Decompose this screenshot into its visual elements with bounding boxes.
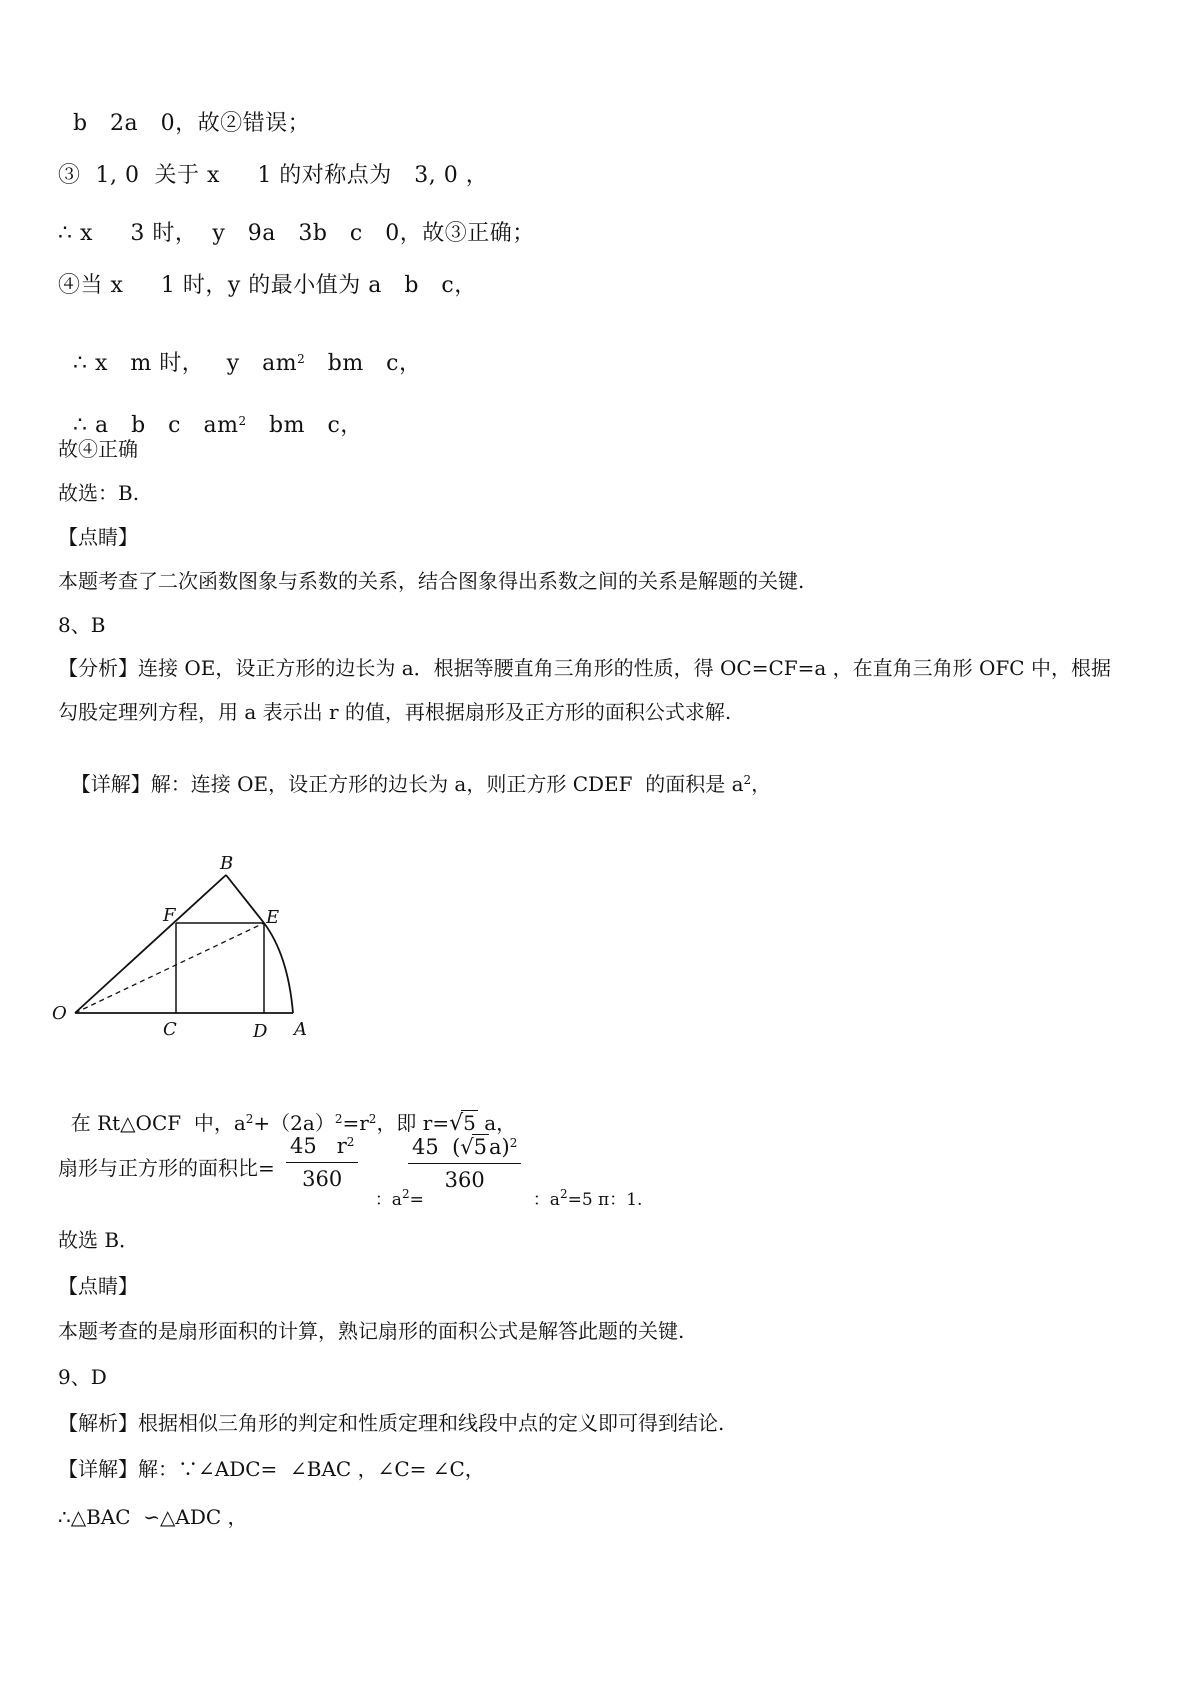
area-ratio-label: 扇形与正方形的面积比= [58,1156,275,1180]
fraction-sector-area-substituted [408,1134,521,1192]
detail-q8: 【详解】解：连接 OE，设正方形的边长为 a，则正方形 CDEF 的面积是 $a^2$， [70,772,772,796]
geometry-diagram [50,845,320,1045]
heading-dianjing: 【点睛】 [58,525,138,549]
rt-part-b: +（2a） [253,1111,335,1135]
arc-ea [264,923,293,1013]
superscript-two: 2 [346,1135,355,1149]
rt-part-f: a， [477,1111,517,1135]
similar-triangles-line: ∴△BAC ∽△ADC ， [58,1505,248,1529]
rt-part-d: ，即 r= [376,1111,450,1135]
label-o: O [52,1003,67,1024]
line-4-correct: 故④正确 [58,437,138,461]
heading-dianjing-q8: 【点睛】 [58,1274,138,1298]
label-d: D [253,1021,268,1042]
label-a: A [294,1019,307,1040]
segment-ob [75,875,226,1013]
superscript-two: 2 [368,1112,377,1126]
superscript-two: 2 [401,1187,410,1201]
sqrt-sign: √ [449,1111,464,1136]
fraction-substituted-denominator: 360 [444,1168,485,1192]
rt-part-c: =r [342,1111,369,1135]
label-c: C [163,1019,177,1040]
line-x-m-part2: bm c， [305,351,422,376]
fraction-substituted-numerator: 45 $(√5a)^2$ [412,1135,518,1159]
line-x-m-part1: ∴ x m 时， y am [73,351,298,376]
line-inequality-part1: ∴ a b c am [73,413,239,438]
analysis-q8-line2: 勾股定理列方程，用 a 表示出 r 的值，再根据扇形及正方形的面积公式求解. [58,700,732,724]
segment-be [226,875,264,923]
superscript-two: 2 [743,773,752,787]
line-x-m [58,323,421,376]
line-inequality [58,385,363,438]
line-b-2a-wrong: b 2a 0，故②错误； [58,111,311,136]
detail-q8-text: 【详解】解：连接 OE，设正方形的边长为 a，则正方形 CDEF 的面积是 a [70,772,744,796]
sqrt-radicand: 5 [463,1111,476,1135]
detail-q9: 【详解】解：∵∠ADC= ∠BAC ，∠C= ∠C， [58,1457,485,1481]
superscript-two: 2 [334,1112,343,1126]
line-symmetric-point: ③ 1, 0 关于 x 1 的对称点为 3, 0 ， [58,163,489,188]
fraction-sector-numerator: 45 $r^2$ [290,1134,355,1158]
superscript-two: 2 [245,1112,254,1126]
line-x3-correct: ∴ x 3 时， y 9a 3b c 0，故③正确； [58,221,535,246]
line-choose-b: 故选：B. [58,481,140,505]
fraction-sector-area [286,1134,358,1191]
line-choose-b-q8: 故选 B． [58,1228,140,1252]
label-b: B [220,853,234,874]
segment-oe-dashed [75,923,264,1013]
superscript-two: 2 [559,1187,568,1201]
analysis-q9: 【解析】根据相似三角形的判定和性质定理和线段中点的定义即可得到结论. [58,1411,725,1435]
superscript-two: 2 [509,1136,518,1150]
analysis-q8-line1: 【分析】连接 OE，设正方形的边长为 a．根据等腰直角三角形的性质，得 OC=CF=a ，在直角三角形 OFC 中，根据 [58,656,1111,680]
line-rt-ocf [58,1083,516,1136]
answer-q9: 9、D [58,1365,107,1389]
ratio-result: ：$a^2=5$ π：1. [532,1187,643,1210]
ratio-colon-a2: ：$a^2=$ [374,1187,424,1210]
label-f: F [163,905,176,926]
superscript-two: 2 [238,414,247,428]
fraction-sector-denominator: 360 [302,1167,343,1191]
summary-q8: 本题考查的是扇形面积的计算，熟记扇形的面积公式是解答此题的关键. [58,1319,685,1343]
line-inequality-part2: bm c， [246,413,363,438]
superscript-two: 2 [297,352,306,366]
summary-q7: 本题考查了二次函数图象与系数的关系，结合图象得出系数之间的关系是解题的关键. [58,569,805,593]
label-e: E [266,907,280,928]
rt-part-a: 在 Rt△OCF 中，a [70,1111,246,1135]
line-min-value: ④当 x 1 时，y 的最小值为 a b c， [58,273,477,298]
answer-q8: 8、B [58,613,106,637]
